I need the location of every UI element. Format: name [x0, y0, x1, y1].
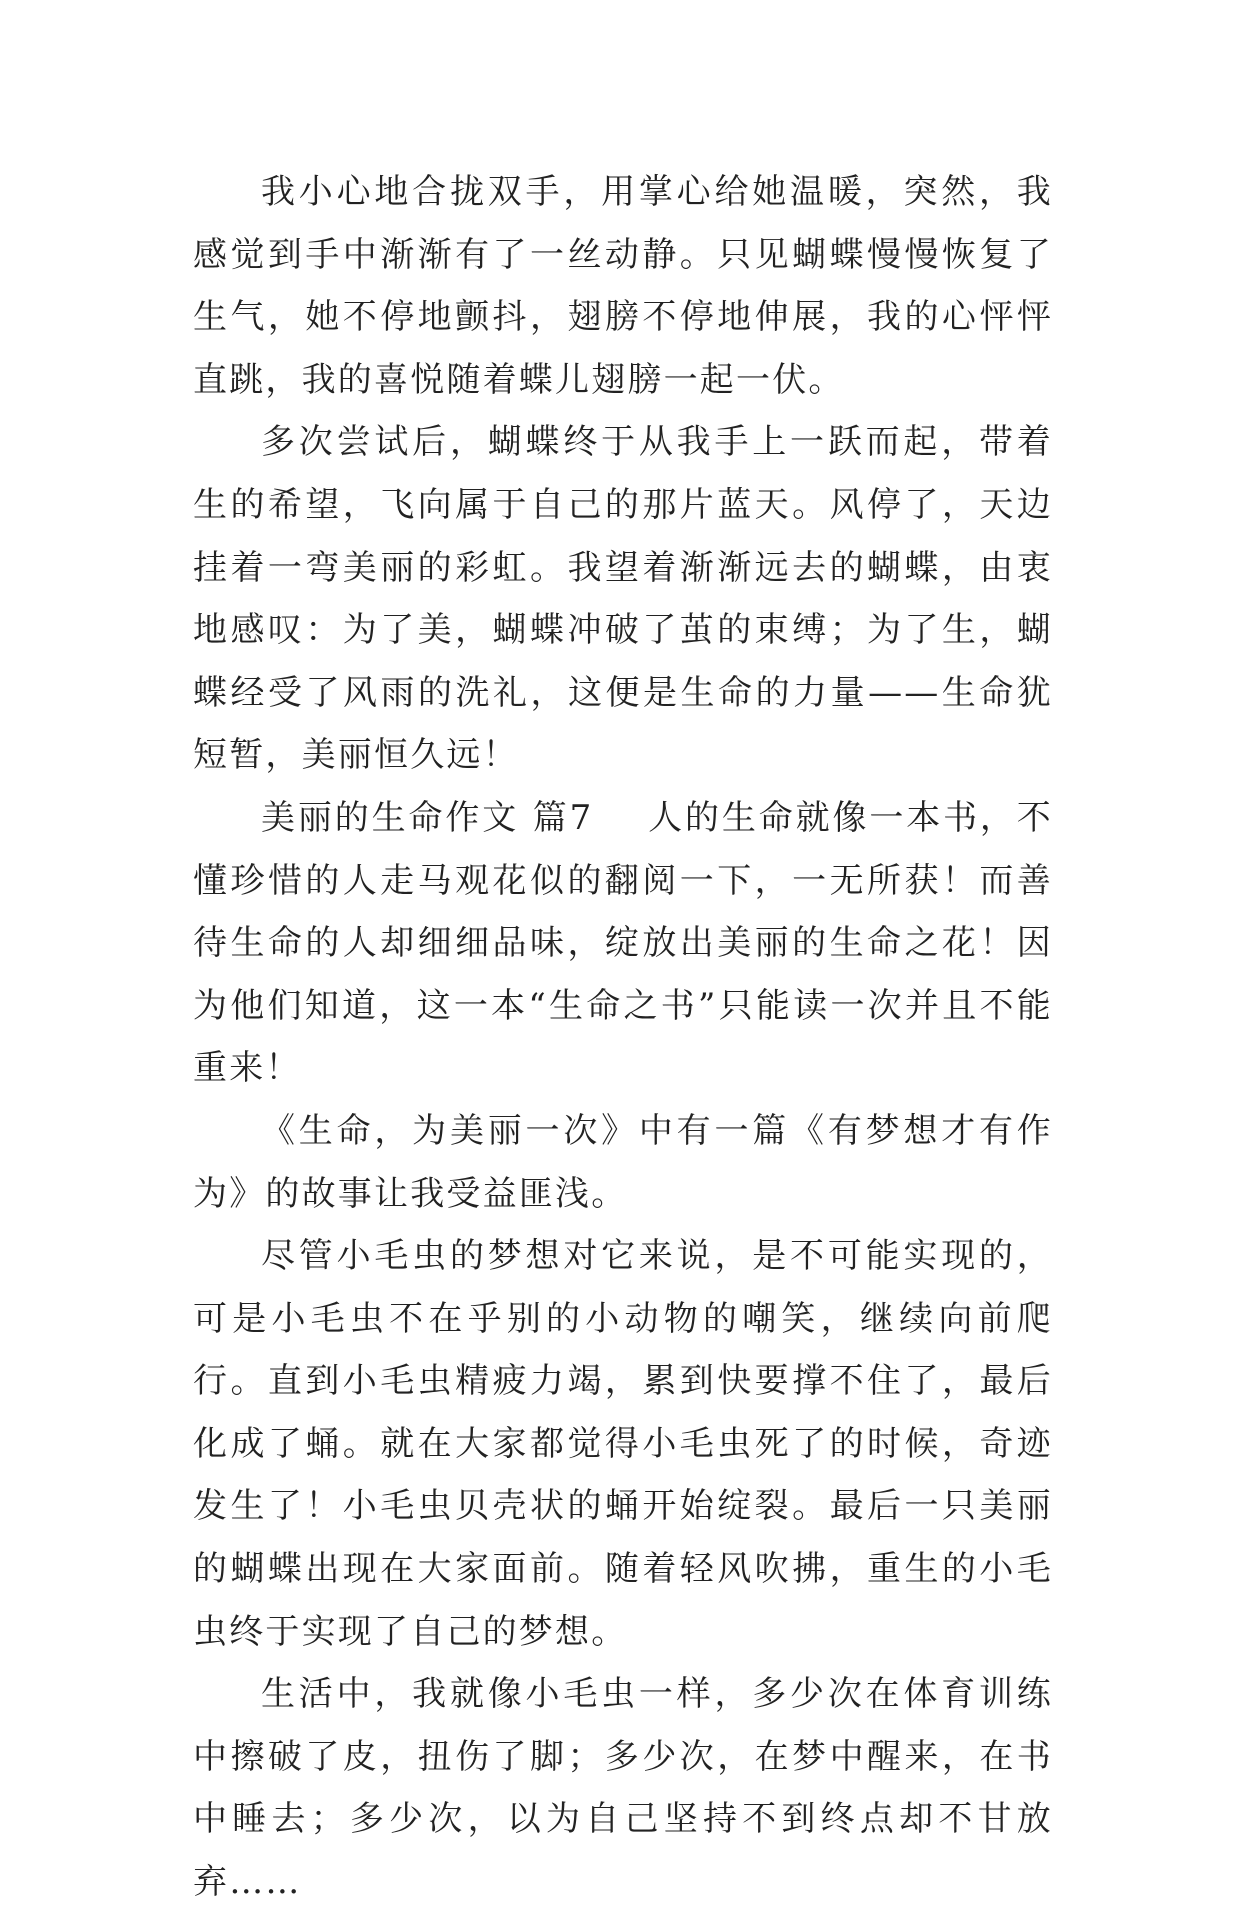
document-body [193, 161, 1053, 1914]
paragraph: 我小心地合拢双手，用掌心给她温暖，突然，我感觉到手中渐渐有了一丝动静。只见蝴蝶慢慢恢复了生气，她不停地颤抖，翅膀不停地伸展，我的心怦怦直跳，我的喜悦随着蝶儿翅膀一起一伏。 [193, 172, 1053, 400]
paragraph: 尽管小毛虫的梦想对它来说，是不可能实现的，可是小毛虫不在乎别的小动物的嘲笑，继续向前爬行。直到小毛虫精疲力竭，累到快要撑不住了，最后化成了蛹。就在大家都觉得小毛虫死了的时候，奇迹发生了！小毛虫贝壳状的蛹开始绽裂。最后一只美丽的蝴蝶出现在大家面前。随着轻风吹拂，重生的小毛虫终于实现了自己的梦想。 [193, 1236, 1053, 1652]
paragraph: 美丽的生命作文 篇7 人的生命就像一本书，不懂珍惜的人走马观花似的翻阅一下，一无所获！而善待生命的人却细细品味，绽放出美丽的生命之花！因为他们知道，这一本“生命之书”只能读一次并且不能重来！ [193, 797, 1053, 1089]
paragraph: 《生命，为美丽一次》中有一篇《有梦想才有作为》的故事让我受益匪浅。 [193, 1110, 1053, 1214]
paragraph: 生活中，我就像小毛虫一样，多少次在体育训练中擦破了皮，扭伤了脚；多少次，在梦中醒来，在书中睡去；多少次，以为自己坚持不到终点却不甘放弃…… [193, 1674, 1053, 1903]
paragraph: 多次尝试后，蝴蝶终于从我手上一跃而起，带着生的希望，飞向属于自己的那片蓝天。风停了，天边挂着一弯美丽的彩虹。我望着渐渐远去的蝴蝶，由衷地感叹：为了美，蝴蝶冲破了茧的束缚；为了生，蝴蝶经受了风雨的洗礼，这便是生命的力量——生命犹短暂，美丽恒久远！ [193, 422, 1053, 776]
